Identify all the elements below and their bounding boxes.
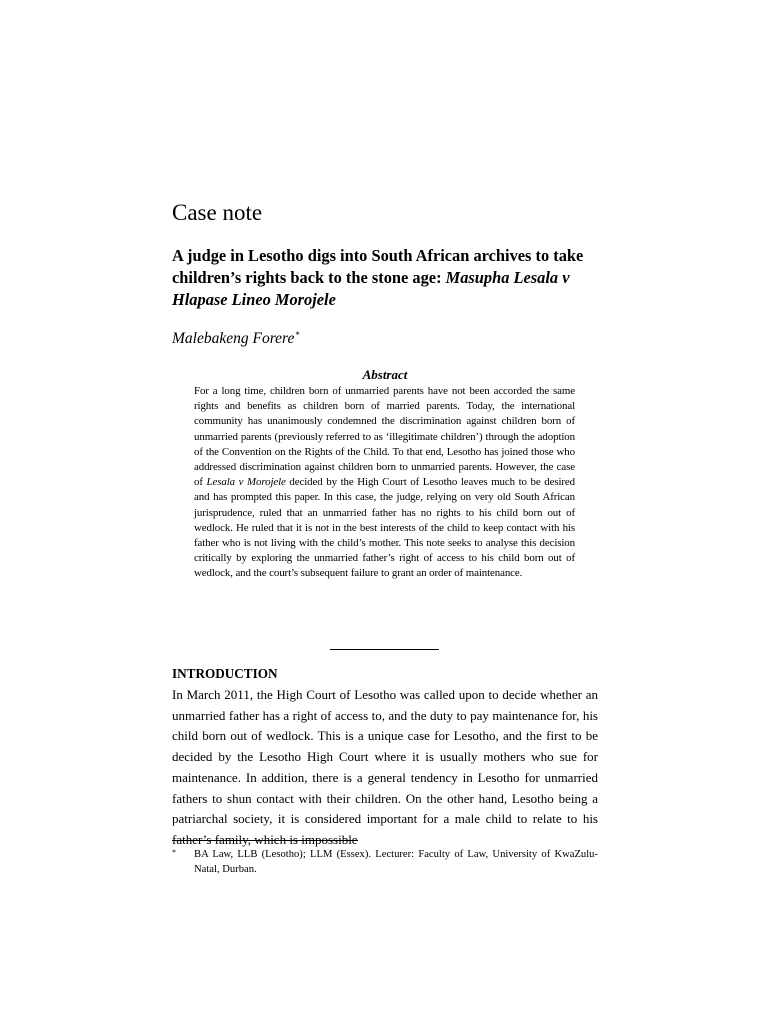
introduction-heading: INTRODUCTION — [172, 666, 278, 681]
author-footnote-marker: * — [295, 330, 300, 340]
article-title — [172, 245, 602, 311]
footnote-marker: * — [172, 848, 176, 857]
abstract-text-after: decided by the High Court of Lesotho leaves much to be desired and has prompted this paper. In this case, the judge, relying on very old South African jurisprudence, ruled that an unmarried father has no rights to his child born out of wedlock. He ruled that it is not in the best interests of the child to keep contact with his father who is not living with the child’s mother. This note seeks to analyse this decision critically by exploring the unmarried father’s right of access to his child born out of wedlock, and the court’s subsequent failure to grant an order of maintenance. — [194, 476, 575, 580]
section-label: Case note — [172, 200, 263, 225]
section-divider — [330, 649, 439, 650]
abstract-body — [194, 384, 575, 582]
abstract-heading: Abstract — [362, 367, 408, 382]
footnote-rule — [172, 840, 358, 841]
author — [172, 328, 300, 350]
introduction-body: In March 2011, the High Court of Lesotho was called upon to decide whether an unmarried father has a right of access to, and the duty to pay maintenance for, his child born out of wedlock. This is a unique case for Lesotho, and the first to be decided by the Lesotho High Court where it is usually mothers who sue for maintenance. In addition, there is a general tendency in Lesotho for unmarried fathers to shun contact with their children. On the other hand, Lesotho being a patriarchal society, it is considered important for a male child to relate to his father’s family, which is impossible — [172, 687, 598, 847]
abstract-case-ref: Lesala v Morojele — [206, 476, 286, 489]
title-main: A judge in Lesotho digs into South African archives to take children’s rights back to the stone age: — [172, 246, 584, 287]
author-name: Malebakeng Forere — [172, 330, 295, 347]
abstract-text-before: For a long time, children born of unmarried parents have not been accorded the same rights and benefits as children born of married parents. Today, the international community has unanimously condemned the discrimination against children born of unmarried parents (previously referred to as ‘illegitimate children’) through the adoption of the Convention on the Rights of the Child. To that end, Lesotho has joined those who addressed discrimination against children born to unmarried parents. However, the case of — [194, 385, 575, 489]
footnote — [172, 848, 598, 877]
title-case-name: Masupha Lesala v Hlapase Lineo Morojele — [172, 268, 570, 309]
footnote-text: BA Law, LLB (Lesotho); LLM (Essex). Lecturer: Faculty of Law, University of KwaZulu-Natal, Durban. — [194, 849, 598, 875]
